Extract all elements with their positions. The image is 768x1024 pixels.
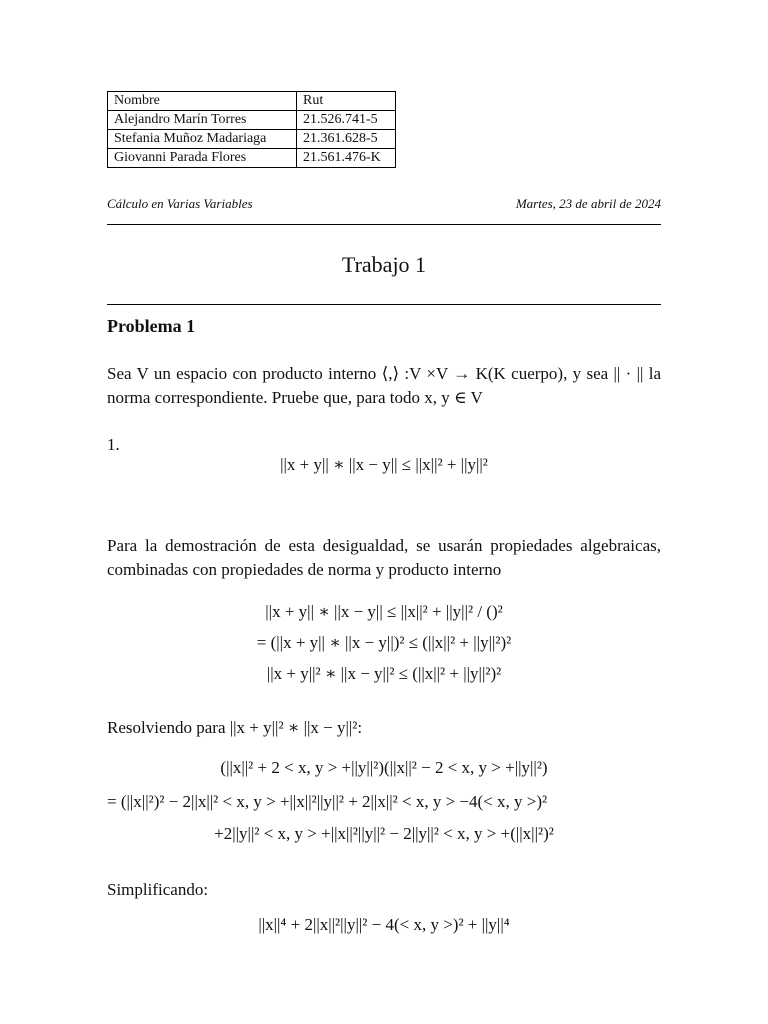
item-label: 1. xyxy=(107,435,120,454)
simplifying-text: Simplificando: xyxy=(107,880,209,899)
header-rule xyxy=(107,224,661,225)
table-row xyxy=(108,130,396,149)
expansion-line-1: (||x||² + 2 < x, y > +||y||²)(||x||² − 2 < x, y > +||y||²) xyxy=(220,758,548,777)
derivation-line-3: ||x + y||² ∗ ||x − y||² ≤ (||x||² + ||y||²)² xyxy=(266,664,502,683)
problem-heading: Problema 1 xyxy=(107,316,196,336)
derivation-line-2: = (||x + y|| ∗ ||x − y||)² ≤ (||x||² + ||y||²)² xyxy=(256,633,512,652)
author-name: Giovanni Parada Flores xyxy=(108,149,297,168)
table-row xyxy=(108,111,396,130)
course-name: Cálculo en Varias Variables xyxy=(107,196,253,211)
author-rut: 21.561.476-K xyxy=(297,149,396,168)
problem-statement: Sea V un espacio con producto interno ⟨,⟩ :V ×V → K(K cuerpo), y sea || · || la norma correspondiente. Pruebe que, para todo x, y ∈ V xyxy=(107,364,661,407)
table-header-row xyxy=(108,92,396,111)
document-date: Martes, 23 de abril de 2024 xyxy=(515,196,661,211)
simplified-expression: ||x||⁴ + 2||x||²||y||² − 4(< x, y >)² + ||y||⁴ xyxy=(258,915,510,934)
author-rut: 21.526.741-5 xyxy=(297,111,396,130)
title-rule xyxy=(107,304,661,305)
derivation-line-1: ||x + y|| ∗ ||x − y|| ≤ ||x||² + ||y||² / ()² xyxy=(265,602,503,621)
resolving-text: Resolviendo para ||x + y||² ∗ ||x − y||²: xyxy=(107,718,363,737)
author-name: Alejandro Marín Torres xyxy=(108,111,297,130)
author-name: Stefania Muñoz Madariaga xyxy=(108,130,297,149)
table-row xyxy=(108,149,396,168)
expansion-line-2: = (||x||²)² − 2||x||² < x, y > +||x||²||y||² + 2||x||² < x, y > −4(< x, y >)² xyxy=(107,792,548,811)
document-title: Trabajo 1 xyxy=(341,252,427,277)
header-cell-nombre: Nombre xyxy=(108,92,297,111)
author-rut: 21.361.628-5 xyxy=(297,130,396,149)
proof-intro: Para la demostración de esta desigualdad, se usarán propiedades algebraicas, combinadas con propiedades de norma y producto interno xyxy=(107,536,661,579)
header-cell-rut: Rut xyxy=(297,92,396,111)
main-inequality: ||x + y|| ∗ ||x − y|| ≤ ||x||² + ||y||² xyxy=(280,455,488,474)
expansion-line-3: +2||y||² < x, y > +||x||²||y||² − 2||y||² < x, y > +(||x||²)² xyxy=(214,824,554,843)
authors-table xyxy=(107,91,396,168)
